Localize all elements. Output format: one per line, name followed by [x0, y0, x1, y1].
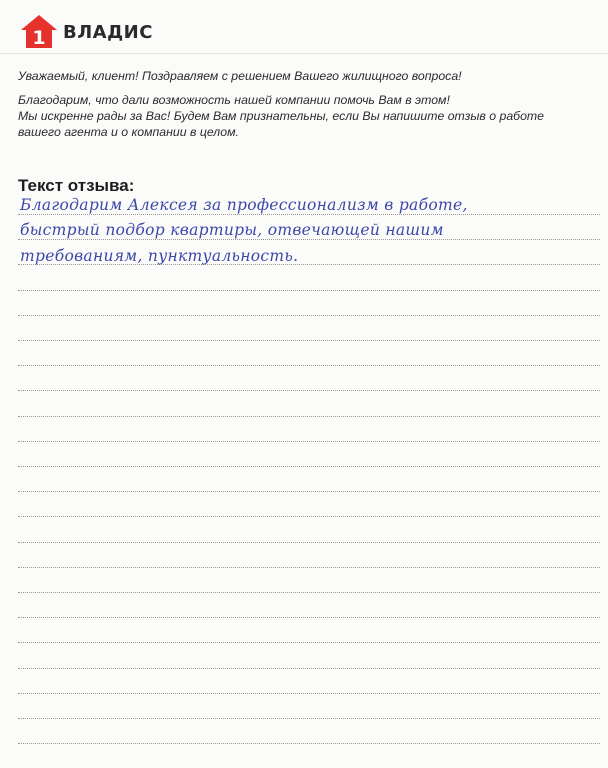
intro-request-cont: вашего агента и о компании в целом. [18, 125, 239, 139]
writing-line [18, 642, 600, 643]
writing-line [18, 340, 600, 341]
writing-line [18, 668, 600, 669]
writing-line [18, 214, 600, 215]
intro-thanks: Благодарим, что дали возможность нашей компании помочь Вам в этом! [18, 93, 450, 107]
writing-line [18, 441, 600, 442]
writing-line [18, 290, 600, 291]
intro-request: Мы искренне рады за Вас! Будем Вам признательны, если Вы напишите отзыв о работе [18, 109, 545, 123]
writing-line [18, 365, 600, 366]
writing-line [18, 542, 600, 543]
writing-line [18, 466, 600, 467]
handwritten-line: Благодарим Алексея за профессионализм в работе, [20, 196, 468, 214]
handwritten-line: требованиям, пунктуальность. [20, 247, 299, 265]
writing-line [18, 315, 600, 316]
writing-line [18, 743, 600, 744]
writing-lines [18, 0, 600, 768]
logo-digit: 1 [32, 27, 46, 49]
brand-name: ВЛАДИС [63, 21, 153, 43]
writing-line [18, 491, 600, 492]
handwritten-line: быстрый подбор квартиры, отвечающей нашим [20, 221, 444, 239]
review-title: Текст отзыва: [18, 176, 135, 195]
writing-line [18, 617, 600, 618]
writing-line [18, 718, 600, 719]
writing-line [18, 416, 600, 417]
intro-greeting: Уважаемый, клиент! Поздравляем с решением Вашего жилищного вопроса! [18, 69, 462, 83]
writing-line [18, 567, 600, 568]
writing-line [18, 592, 600, 593]
writing-line [18, 516, 600, 517]
writing-line [18, 239, 600, 240]
writing-line [18, 390, 600, 391]
writing-line [18, 693, 600, 694]
